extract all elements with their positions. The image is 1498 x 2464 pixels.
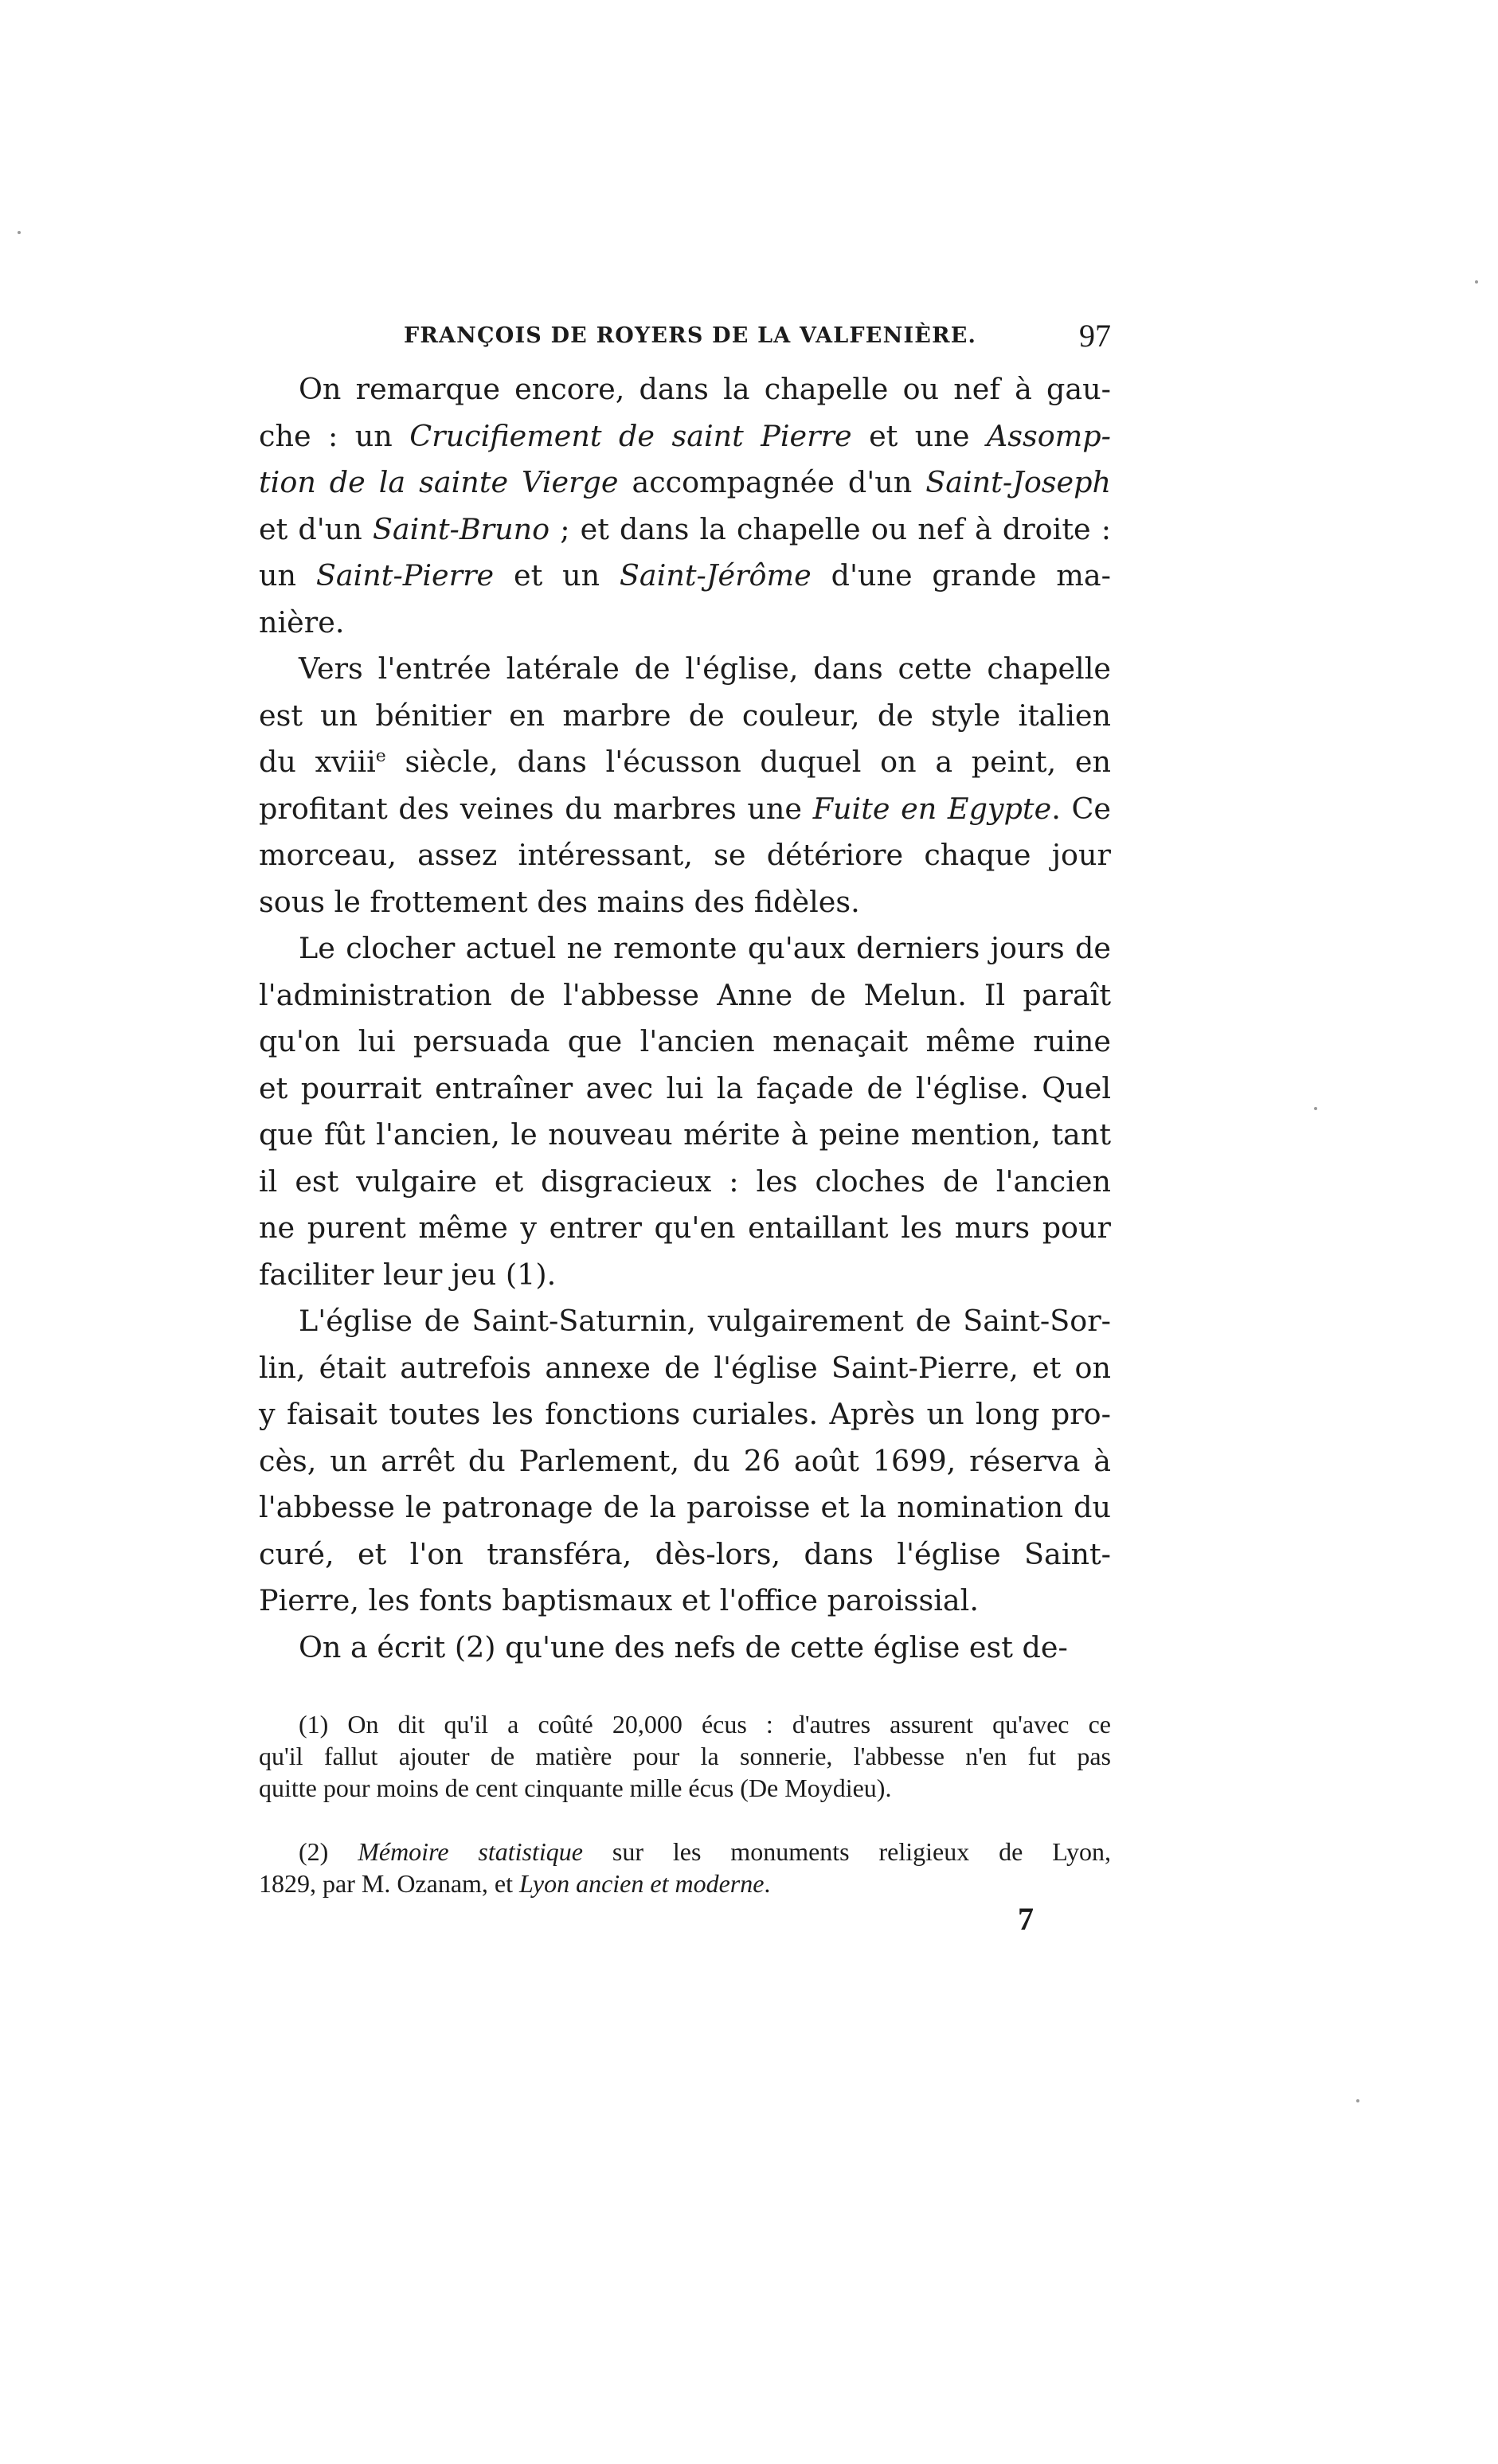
- italic-title: tion de la sainte Vierge: [259, 465, 619, 499]
- text-line: [259, 1391, 1111, 1438]
- text-run: et pourrait entraîner avec lui la façade de l'église. Quel: [259, 1070, 1111, 1105]
- text-run: l'abbesse le patronage de la paroisse et la nomination du: [259, 1490, 1111, 1524]
- text-line: [259, 925, 1111, 972]
- signature-mark: 7: [1018, 1901, 1034, 1937]
- text-run: siècle, dans l'écusson duquel on a peint, en: [385, 745, 1111, 779]
- text-run: L'église de Saint-Saturnin, vulgairement de Saint-Sor-: [299, 1304, 1111, 1338]
- text-run: qu'on lui persuada que l'ancien menaçait même ruine: [259, 1024, 1111, 1058]
- italic-title: Assomp-: [986, 418, 1111, 453]
- italic-title: Saint-Pierre: [315, 558, 495, 593]
- text-line: [259, 1578, 1111, 1625]
- footnote-line: [259, 1772, 1111, 1804]
- text-run: d'une grande ma-: [811, 558, 1112, 593]
- text-run: du xviii: [259, 745, 376, 779]
- text-line: [259, 460, 1111, 506]
- superscript: e: [375, 745, 386, 766]
- text-run: ne purent même y entrer qu'en entaillant les murs pour: [259, 1210, 1111, 1245]
- text-run: profitant des veines du marbres une: [259, 791, 813, 826]
- text-run: curé, et l'on transféra, dès-lors, dans l'église Saint-: [259, 1536, 1111, 1571]
- italic-title: Saint-Joseph: [925, 465, 1111, 499]
- italic-title: Saint-Jérôme: [619, 558, 812, 593]
- text-line: [259, 1531, 1111, 1578]
- footnote-line: [259, 1868, 1111, 1899]
- text-line: [259, 600, 1111, 647]
- text-line: [259, 786, 1111, 833]
- footnotes: [259, 1708, 1111, 1899]
- text-run: sous le frottement des mains des fidèles.: [259, 884, 860, 919]
- footnote-line: [259, 1708, 1111, 1740]
- text-line: [259, 1159, 1111, 1206]
- footnote-gap: [259, 1804, 1111, 1836]
- text-line: [259, 1345, 1111, 1392]
- text-run: sur les monuments religieux de Lyon,: [582, 1837, 1112, 1866]
- text-run: Le clocher actuel ne remonte qu'aux derniers jours de: [299, 931, 1111, 965]
- text-line: [259, 1625, 1111, 1672]
- text-run: che : un: [259, 418, 410, 453]
- text-line: [259, 1484, 1111, 1531]
- text-line: [259, 1019, 1111, 1066]
- text-run: y faisait toutes les fonctions curiales. Après un long pro-: [259, 1397, 1111, 1431]
- text-line: [259, 1298, 1111, 1345]
- text-line: [259, 646, 1111, 693]
- text-line: [259, 972, 1111, 1019]
- text-line: [259, 1066, 1111, 1113]
- text-line: [259, 1112, 1111, 1159]
- text-run: (2): [299, 1837, 358, 1866]
- italic-title: Crucifiement de saint Pierre: [409, 418, 852, 453]
- text-run: (1) On dit qu'il a coûté 20,000 écus : d'autres assurent qu'avec ce: [299, 1710, 1111, 1738]
- text-run: l'administration de l'abbesse Anne de Melun. Il paraît: [259, 977, 1111, 1012]
- text-line: [259, 1205, 1111, 1252]
- text-run: il est vulgaire et disgracieux : les cloches de l'ancien: [259, 1164, 1111, 1199]
- text-run: Vers l'entrée latérale de l'église, dans cette chapelle: [299, 651, 1111, 686]
- text-run: et une: [851, 418, 987, 453]
- text-run: accompagnée d'un: [618, 465, 926, 499]
- text-run: cès, un arrêt du Parlement, du 26 août 1699, réserva à: [259, 1443, 1111, 1478]
- page-number: 97: [1079, 318, 1111, 354]
- scan-speck: [1314, 1107, 1317, 1110]
- text-run: morceau, assez intéressant, se détériore chaque jour: [259, 838, 1111, 872]
- text-run: est un bénitier en marbre de couleur, de style italien: [259, 698, 1111, 733]
- page-header: [259, 317, 1111, 365]
- text-line: [259, 413, 1111, 460]
- text-line: [259, 1438, 1111, 1485]
- text-run: et un: [494, 558, 620, 593]
- italic-title: Lyon ancien et moderne: [519, 1869, 765, 1898]
- text-run: et d'un: [259, 511, 373, 546]
- text-run: 1829, par M. Ozanam, et: [259, 1869, 520, 1898]
- text-run: . Ce: [1051, 791, 1111, 826]
- text-run: faciliter leur jeu (1).: [259, 1257, 557, 1292]
- text-run: nière.: [259, 604, 345, 639]
- body-text: [259, 366, 1111, 1671]
- text-run: On a écrit (2) qu'une des nefs de cette église est de-: [299, 1629, 1068, 1664]
- text-run: que fût l'ancien, le nouveau mérite à peine mention, tant: [259, 1117, 1111, 1152]
- text-line: [259, 366, 1111, 413]
- footnote-line: [259, 1740, 1111, 1772]
- italic-title: Saint-Bruno: [372, 511, 550, 546]
- running-head: FRANÇOIS DE ROYERS DE LA VALFENIÈRE.: [404, 323, 977, 348]
- text-run: lin, était autrefois annexe de l'église Saint-Pierre, et on: [259, 1350, 1111, 1385]
- text-line: [259, 832, 1111, 879]
- text-line: [259, 506, 1111, 553]
- text-run: ; et dans la chapelle ou nef à droite :: [550, 511, 1111, 546]
- text-line: [259, 693, 1111, 740]
- text-line: [259, 1252, 1111, 1299]
- text-run: quitte pour moins de cent cinquante mille écus (De Moydieu).: [259, 1774, 892, 1802]
- text-run: qu'il fallut ajouter de matière pour la sonnerie, l'abbesse n'en fut pas: [259, 1742, 1111, 1770]
- italic-title: Fuite en Egypte: [812, 791, 1052, 826]
- text-run: On remarque encore, dans la chapelle ou nef à gau-: [299, 372, 1111, 406]
- scan-speck: [18, 231, 21, 234]
- text-line: [259, 879, 1111, 926]
- italic-title: Mémoire statistique: [358, 1837, 583, 1866]
- scan-speck: [1475, 280, 1478, 284]
- footnote-line: [259, 1836, 1111, 1868]
- text-line: [259, 553, 1111, 600]
- scan-speck: [1356, 2099, 1359, 2102]
- text-run: un: [259, 558, 316, 593]
- text-line: [259, 739, 1111, 786]
- text-run: Pierre, les fonts baptismaux et l'office paroissial.: [259, 1583, 979, 1617]
- text-run: .: [764, 1869, 771, 1898]
